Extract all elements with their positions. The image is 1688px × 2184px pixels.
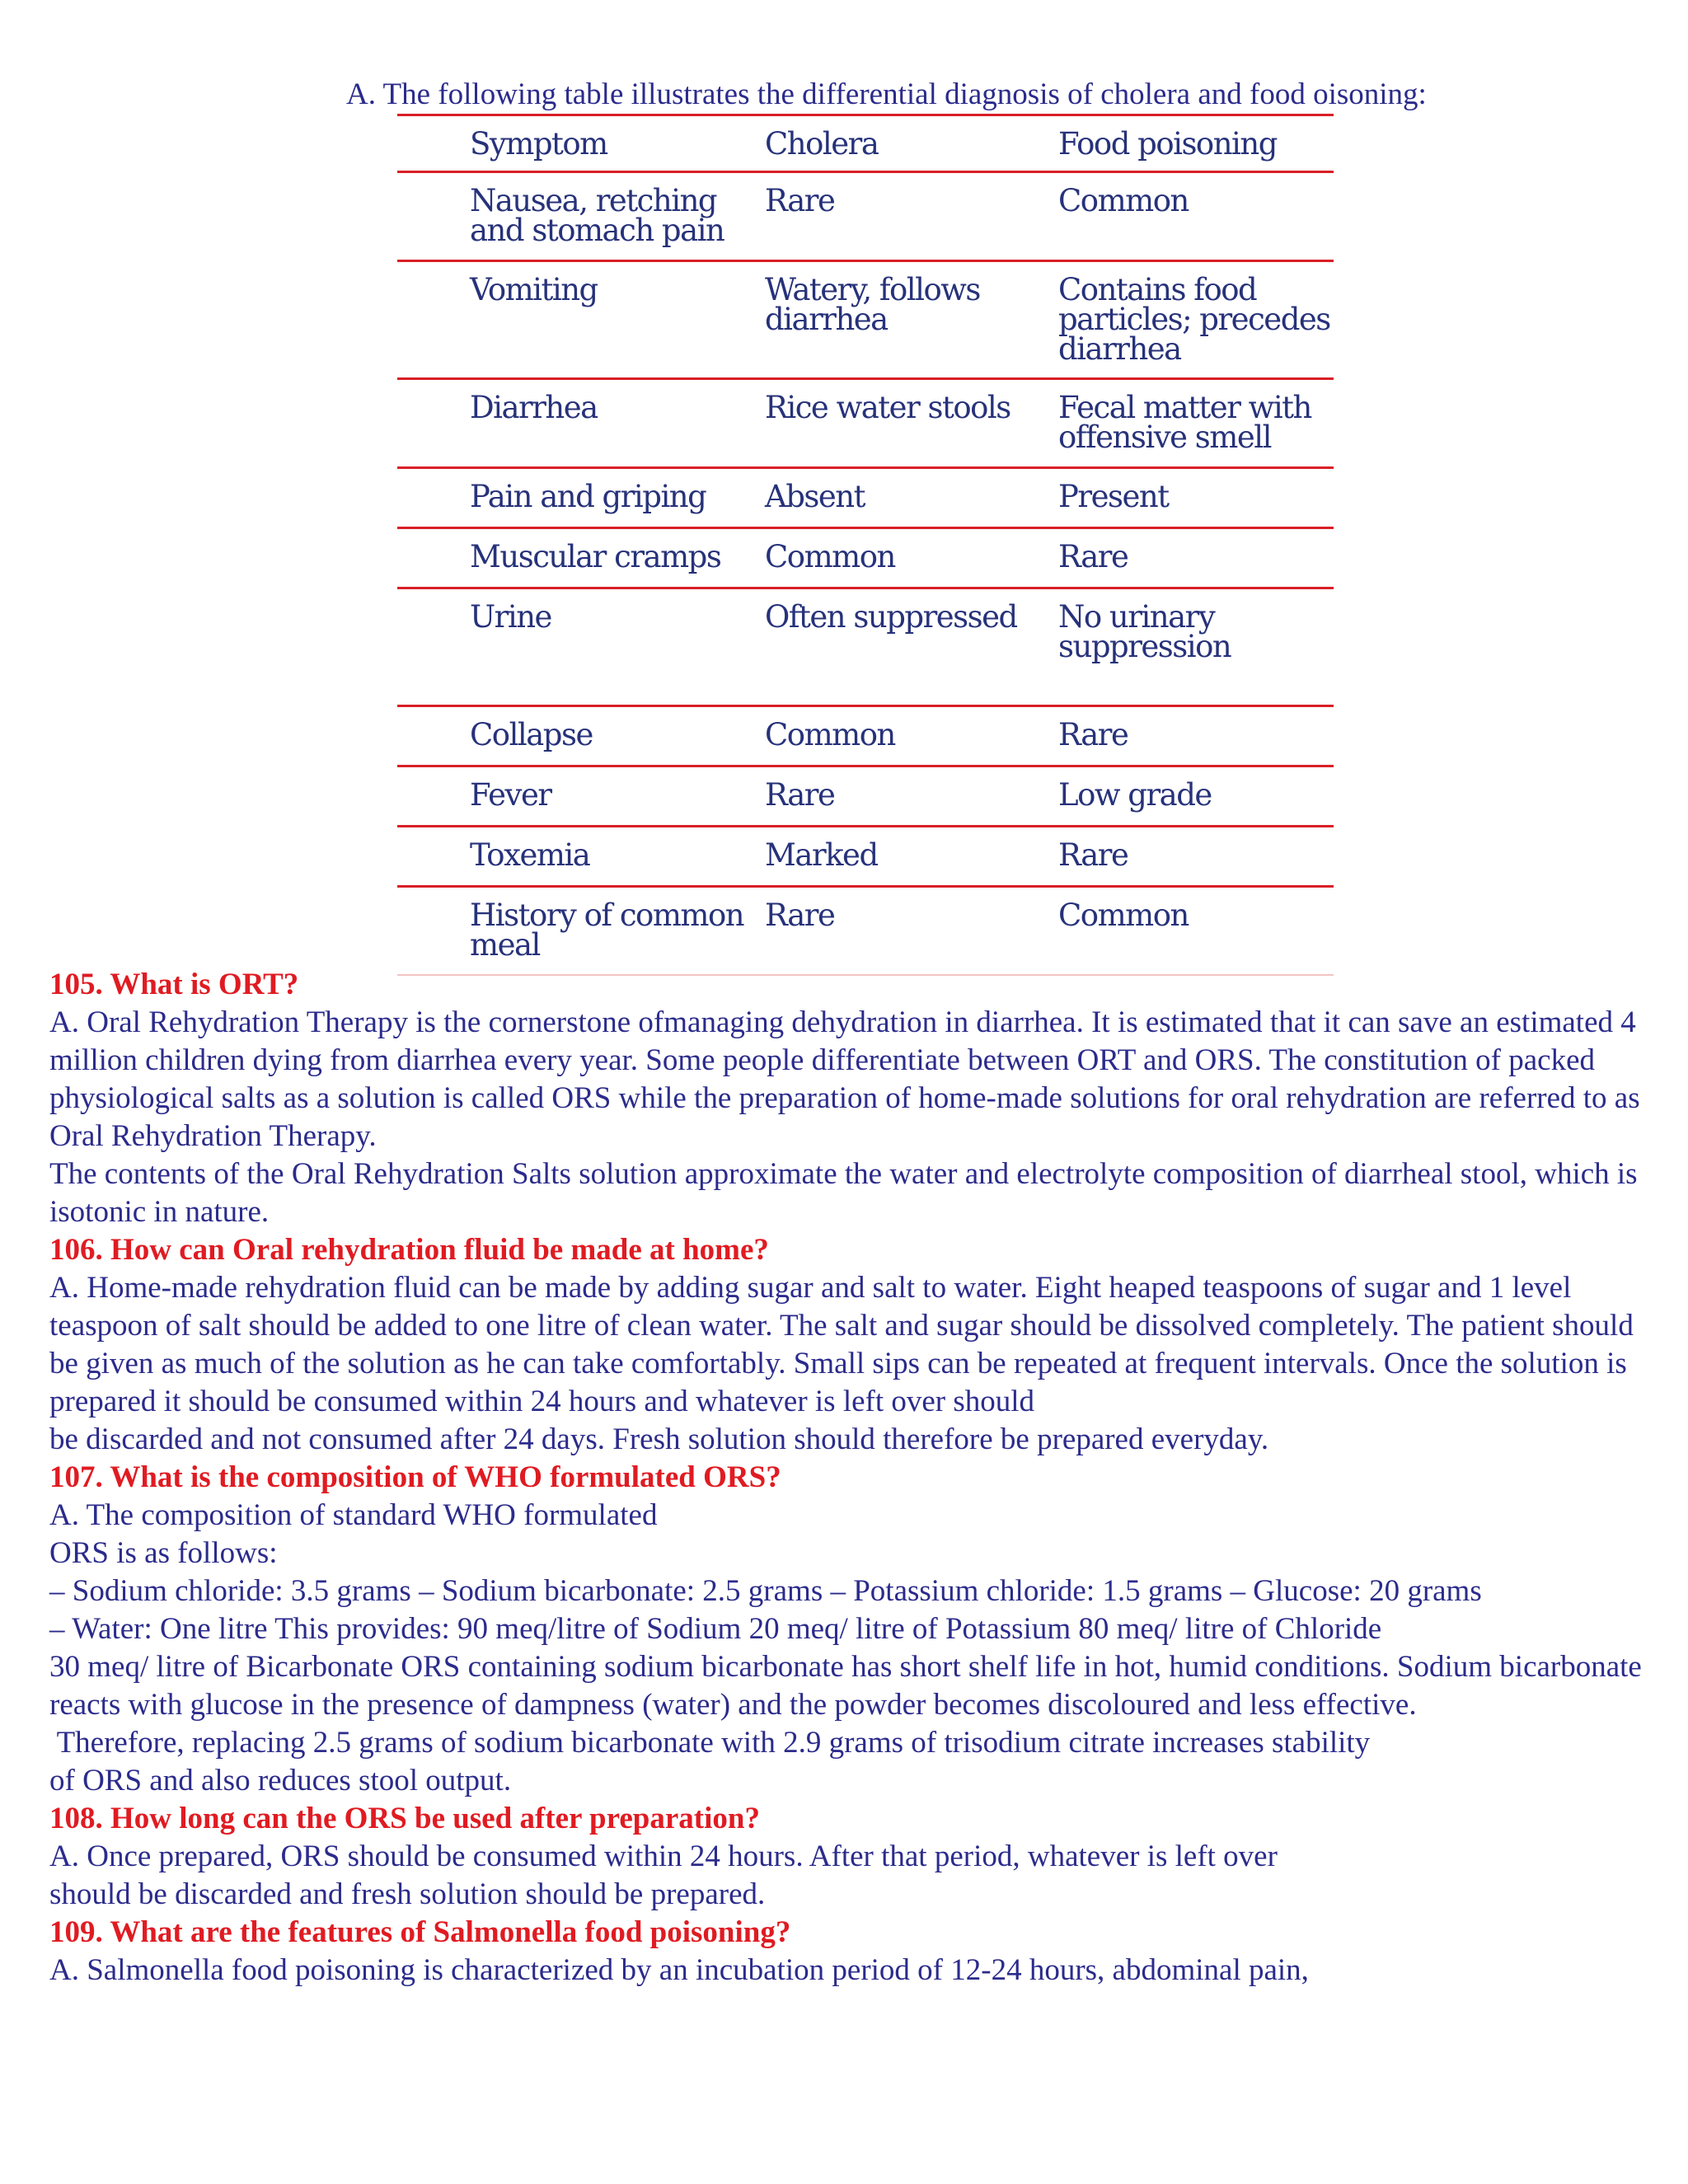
- symptom-cell: Collapse: [397, 706, 765, 766]
- cholera-cell: Common: [765, 706, 1058, 766]
- cholera-cell: Common: [765, 528, 1058, 588]
- table-row: [397, 528, 1334, 588]
- cholera-cell: Often suppressed: [765, 588, 1058, 706]
- differential-diagnosis-table: [397, 120, 1334, 976]
- answer-paragraph: Therefore, replacing 2.5 grams of sodium bicarbonate with 2.9 grams of trisodium citrate increases stability: [49, 1726, 1371, 1760]
- answer-paragraph: A. The composition of standard WHO formulated: [49, 1498, 658, 1532]
- table-row: [397, 706, 1334, 766]
- header-food-poisoning: Food poisoning: [1058, 120, 1334, 172]
- table-header-row: [397, 120, 1334, 172]
- food-poisoning-cell: Rare: [1058, 706, 1334, 766]
- table-row: [397, 261, 1334, 379]
- cholera-cell: Absent: [765, 468, 1058, 528]
- symptom-cell: Toxemia: [397, 827, 765, 887]
- symptom-cell: Diarrhea: [397, 379, 765, 468]
- cholera-cell: Rare: [765, 887, 1058, 976]
- answer-paragraph: 30 meq/ litre of Bicarbonate ORS containing sodium bicarbonate has short shelf life in hot, humid conditions. Sodium bicarbonate reacts with glucose in the presence of dampness (water) and the powder becomes discoloured and less effective.: [49, 1650, 1642, 1722]
- cholera-cell: Rice water stools: [765, 379, 1058, 468]
- cholera-cell: Rare: [765, 172, 1058, 261]
- food-poisoning-cell: Rare: [1058, 827, 1334, 887]
- table-row: [397, 468, 1334, 528]
- table-row: [397, 827, 1334, 887]
- answer-paragraph: ORS is as follows:: [49, 1536, 278, 1570]
- answer-paragraph: should be discarded and fresh solution should be prepared.: [49, 1877, 766, 1911]
- answer-paragraph: – Water: One litre This provides: 90 meq/litre of Sodium 20 meq/ litre of Potassium 80 meq/ litre of Chloride: [49, 1612, 1382, 1646]
- food-poisoning-cell: Fecal matter with offensive smell: [1058, 379, 1334, 468]
- question-heading: 108. How long can the ORS be used after preparation?: [49, 1802, 760, 1835]
- answer-paragraph: – Sodium chloride: 3.5 grams – Sodium bicarbonate: 2.5 grams – Potassium chloride: 1.5 grams – Glucose: 20 grams: [49, 1574, 1482, 1608]
- food-poisoning-cell: Rare: [1058, 528, 1334, 588]
- table-row: [397, 887, 1334, 976]
- answer-paragraph: A. Home-made rehydration fluid can be made by adding sugar and salt to water. Eight heaped teaspoons of sugar and 1 level teaspoon of salt should be added to one litre of clean water. The salt and sugar should be dissolved completely. The patient should be given as much of the solution as he can take comfortably. Small sips can be repeated at frequent intervals. Once the solution is prepared it should be consumed within 24 hours and whatever is left over should: [49, 1271, 1634, 1418]
- question-heading: 106. How can Oral rehydration fluid be made at home?: [49, 1233, 769, 1267]
- header-symptom: Symptom: [397, 120, 765, 172]
- answer-paragraph: A. Oral Rehydration Therapy is the cornerstone ofmanaging dehydration in diarrhea. It is estimated that it can save an estimated 4 million children dying from diarrhea every year. Some people differentiate between ORT and ORS. The constitution of packed physiological salts as a solution is called ORS while the preparation of home-made solutions for oral rehydration are referred to as Oral Rehydration Therapy.: [49, 1005, 1640, 1153]
- cholera-cell: Rare: [765, 766, 1058, 827]
- food-poisoning-cell: Contains food particles; precedes diarrhea: [1058, 261, 1334, 379]
- question-heading: 109. What are the features of Salmonella food poisoning?: [49, 1915, 791, 1949]
- header-cholera: Cholera: [765, 120, 1058, 172]
- food-poisoning-cell: Common: [1058, 887, 1334, 976]
- table-row: [397, 379, 1334, 468]
- food-poisoning-cell: Present: [1058, 468, 1334, 528]
- symptom-cell: Pain and griping: [397, 468, 765, 528]
- header-rule: [397, 114, 1334, 116]
- table-intro: A. The following table illustrates the differential diagnosis of cholera and food oisoning:: [346, 77, 1427, 111]
- symptom-cell: Urine: [397, 588, 765, 706]
- symptom-cell: Fever: [397, 766, 765, 827]
- cholera-cell: Watery, follows diarrhea: [765, 261, 1058, 379]
- table-row: [397, 172, 1334, 261]
- table-row: [397, 766, 1334, 827]
- qa-content: [49, 966, 1665, 1990]
- symptom-cell: Nausea, retching and stomach pain: [397, 172, 765, 261]
- symptom-cell: Vomiting: [397, 261, 765, 379]
- answer-paragraph: The contents of the Oral Rehydration Salts solution approximate the water and electrolyte composition of diarrheal stool, which is isotonic in nature.: [49, 1157, 1638, 1229]
- answer-paragraph: A. Salmonella food poisoning is characterized by an incubation period of 12-24 hours, abdominal pain,: [49, 1953, 1309, 1987]
- cholera-cell: Marked: [765, 827, 1058, 887]
- food-poisoning-cell: Low grade: [1058, 766, 1334, 827]
- symptom-cell: History of common meal: [397, 887, 765, 976]
- food-poisoning-cell: No urinary suppression: [1058, 588, 1334, 706]
- question-heading: 107. What is the composition of WHO formulated ORS?: [49, 1460, 781, 1494]
- answer-paragraph: be discarded and not consumed after 24 days. Fresh solution should therefore be prepared everyday.: [49, 1422, 1269, 1456]
- symptom-cell: Muscular cramps: [397, 528, 765, 588]
- answer-paragraph: of ORS and also reduces stool output.: [49, 1764, 512, 1797]
- table-body: [397, 120, 1334, 975]
- answer-paragraph: A. Once prepared, ORS should be consumed within 24 hours. After that period, whatever is left over: [49, 1840, 1278, 1873]
- food-poisoning-cell: Common: [1058, 172, 1334, 261]
- question-heading: 105. What is ORT?: [49, 968, 299, 1001]
- table-row: [397, 588, 1334, 706]
